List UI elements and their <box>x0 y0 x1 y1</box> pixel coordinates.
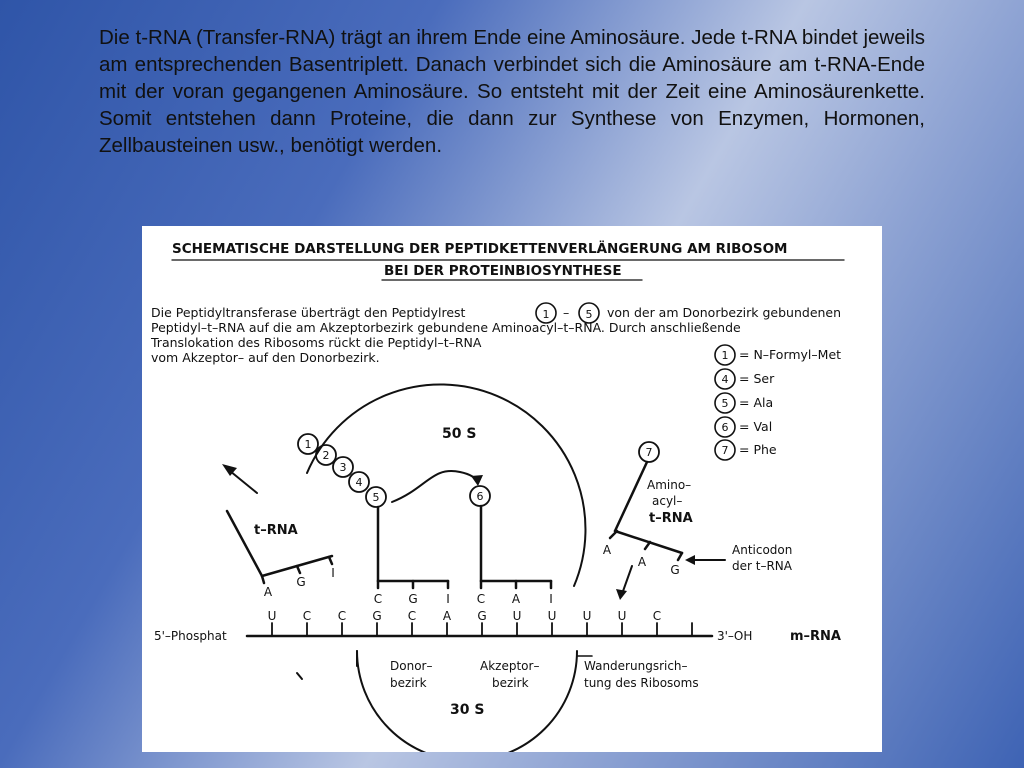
migration-label-1: Wanderungsrich– <box>584 659 688 673</box>
five-prime-label: 5'–Phosphat <box>154 629 227 643</box>
incoming-anticodon-3: G <box>670 563 680 577</box>
desc-line-3: Translokation des Ribosoms rückt die Peptidyl–t–RNA <box>151 335 482 350</box>
anticodon-label-1: Anticodon <box>732 543 793 557</box>
mrna-base-12: C <box>652 609 662 623</box>
desc-line-2: Peptidyl–t–RNA auf die am Akzeptorbezirk gebundene Aminoacyl–t–RNA. Durch anschließende <box>151 320 741 335</box>
diagram-svg <box>142 226 882 752</box>
legend-num-7: 7 <box>721 444 729 457</box>
chain-num-1: 1 <box>304 438 312 451</box>
legend-text-7: = Phe <box>739 442 777 457</box>
acceptor-anticodon-3: I <box>549 592 553 606</box>
legend-text-1: = N–Formyl–Met <box>739 347 842 362</box>
desc-line-1b: von der am Donorbezirk gebundenen <box>607 305 842 320</box>
acceptor-anticodon-2: A <box>511 592 521 606</box>
aminoacyl-label-3: t–RNA <box>649 511 693 526</box>
acceptor-label-2: bezirk <box>492 676 529 690</box>
acceptor-label-1: Akzeptor– <box>480 659 540 673</box>
mrna-label: m–RNA <box>790 629 841 644</box>
figure-subtitle: BEI DER PROTEINBIOSYNTHESE <box>384 263 622 279</box>
anticodon-label-2: der t–RNA <box>732 559 792 573</box>
ribosome-diagram <box>142 226 882 752</box>
legend-num-6: 6 <box>721 421 729 434</box>
desc-line-1a: Die Peptidyltransferase überträgt den Peptidylrest <box>151 305 466 320</box>
three-prime-label: 3'–OH <box>717 629 753 643</box>
leaving-anticodon-1: A <box>263 585 273 599</box>
acceptor-anticodon-1: C <box>476 592 486 606</box>
legend-text-4: = Ser <box>739 371 775 386</box>
mrna-base-7: G <box>477 609 487 623</box>
desc-line-4: vom Akzeptor– auf den Donorbezirk. <box>151 350 380 365</box>
label-50s: 50 S <box>442 426 477 442</box>
legend-text-5: = Ala <box>739 395 774 410</box>
mrna-base-11: U <box>617 609 627 623</box>
donor-anticodon-1: C <box>373 592 383 606</box>
legend-num-4: 4 <box>721 373 729 386</box>
mrna-ticks <box>272 623 692 636</box>
trna-label: t–RNA <box>254 523 298 538</box>
donor-anticodon-2: G <box>408 592 418 606</box>
chain-num-3: 3 <box>339 461 347 474</box>
mrna-base-9: U <box>547 609 557 623</box>
desc-num-1: 1 <box>542 308 550 321</box>
intro-paragraph: Die t-RNA (Transfer-RNA) trägt an ihrem Ende eine Aminosäure. Jede t-RNA bindet jeweils am entsprechenden Basentriplett. Danach verbindet sich die Aminosäure am t-RNA-Ende mit der voran gegangenen Aminosäure. So entsteht mit der Zeit eine Aminosäurenkette. Somit entstehen dann Proteine, die dann zur Synthese von Enzymen, Hormonen, Zellbausteinen usw., benötigt werden. <box>99 26 925 157</box>
donor-trna <box>378 507 448 588</box>
mrna-base-4: G <box>372 609 382 623</box>
donor-label-2: bezirk <box>390 676 427 690</box>
leaving-trna <box>227 511 332 583</box>
mrna-base-1: U <box>267 609 277 623</box>
tick-mark <box>297 673 302 679</box>
label-30s: 30 S <box>450 702 485 718</box>
leaving-anticodon-2: G <box>296 575 306 589</box>
legend-text-6: = Val <box>739 419 773 434</box>
chain-num-4: 4 <box>355 476 363 489</box>
aminoacyl-label-2: acyl– <box>652 494 683 508</box>
desc-line-1-dash: – <box>563 305 570 320</box>
mrna-base-10: U <box>582 609 592 623</box>
migration-label-2: tung des Ribosoms <box>584 676 699 690</box>
mrna-base-3: C <box>337 609 347 623</box>
legend-num-5: 5 <box>721 397 729 410</box>
leaving-anticodon-3: I <box>331 566 335 580</box>
mrna-base-6: A <box>442 609 452 623</box>
incoming-num-7: 7 <box>645 446 653 459</box>
chain-num-5: 5 <box>372 491 380 504</box>
donor-anticodon-3: I <box>446 592 450 606</box>
mrna-base-5: C <box>407 609 417 623</box>
mrna-base-8: U <box>512 609 522 623</box>
donor-label-1: Donor– <box>390 659 433 673</box>
legend-num-1: 1 <box>721 349 729 362</box>
acceptor-trna <box>481 506 551 588</box>
aminoacyl-label-1: Amino– <box>647 478 692 492</box>
chain-num-2: 2 <box>322 449 330 462</box>
incoming-anticodon-2: A <box>637 555 647 569</box>
figure-title: SCHEMATISCHE DARSTELLUNG DER PEPTIDKETTENVERLÄNGERUNG AM RIBOSOM <box>172 241 788 257</box>
desc-num-5: 5 <box>585 308 593 321</box>
incoming-anticodon-1: A <box>602 543 612 557</box>
mrna-base-2: C <box>302 609 312 623</box>
acceptor-num-6: 6 <box>476 490 484 503</box>
binding-arrow <box>622 566 632 594</box>
exit-arrow <box>230 471 257 493</box>
transfer-arrow <box>392 471 478 502</box>
